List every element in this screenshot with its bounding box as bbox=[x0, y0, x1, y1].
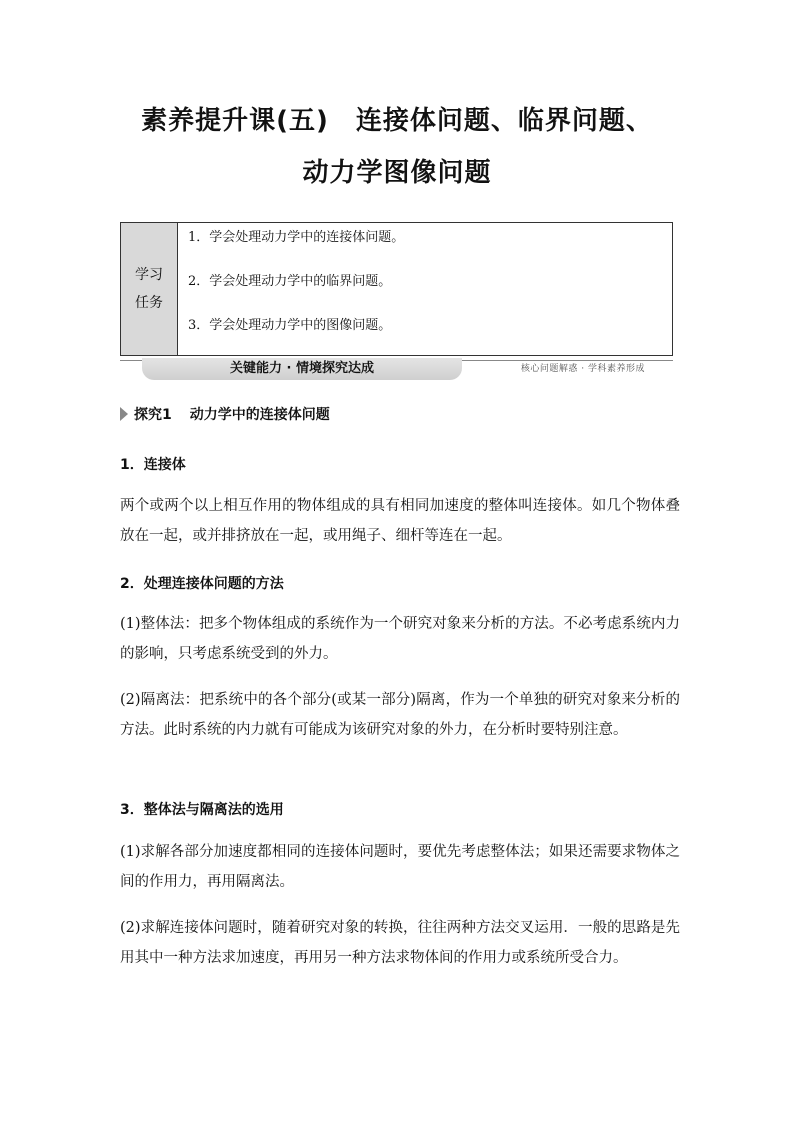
learning-tasks-label-line1: 学习 bbox=[135, 267, 163, 283]
learning-tasks-label-line2: 任务 bbox=[135, 295, 163, 311]
task-item-2: 2．学会处理动力学中的临界问题。 bbox=[188, 274, 392, 289]
learning-tasks-box bbox=[120, 222, 673, 356]
page-title-line1: 素养提升课(五) 连接体问题、临界问题、 bbox=[141, 106, 653, 136]
heading-method-selection: 3．整体法与隔离法的选用 bbox=[120, 802, 284, 818]
learning-tasks-list bbox=[178, 223, 672, 355]
paragraph-connected-body: 两个或两个以上相互作用的物体组成的具有相同加速度的整体叫连接体。如几个物体叠放在一起，或并排挤放在一起，或用绳子、细杆等连在一起。 bbox=[120, 498, 680, 544]
heading-methods: 2．处理连接体问题的方法 bbox=[120, 576, 284, 592]
page-title-line2: 动力学图像问题 bbox=[302, 158, 492, 188]
section-title: 关键能力 · 情境探究达成 bbox=[142, 358, 462, 380]
learning-tasks-label bbox=[121, 223, 178, 355]
section-header bbox=[120, 358, 673, 380]
explore-heading bbox=[120, 404, 330, 424]
explore-tag: 探究1 bbox=[134, 407, 172, 423]
paragraph-selection-2: (2)求解连接体问题时，随着研究对象的转换，往往两种方法交叉运用．一般的思路是先用其中一种方法求加速度，再用另一种方法求物体间的作用力或系统所受合力。 bbox=[120, 920, 680, 966]
paragraph-selection-1: (1)求解各部分加速度都相同的连接体问题时，要优先考虑整体法；如果还需要求物体之间的作用力，再用隔离法。 bbox=[120, 844, 680, 890]
heading-connected-body: 1．连接体 bbox=[120, 457, 186, 473]
explore-title: 动力学中的连接体问题 bbox=[189, 407, 330, 423]
task-item-1: 1．学会处理动力学中的连接体问题。 bbox=[188, 230, 405, 245]
paragraph-whole-method: (1)整体法：把多个物体组成的系统作为一个研究对象来分析的方法。不必考虑系统内力的影响，只考虑系统受到的外力。 bbox=[120, 616, 680, 662]
paragraph-isolation-method: (2)隔离法：把系统中的各个部分(或某一部分)隔离，作为一个单独的研究对象来分析的方法。此时系统的内力就有可能成为该研究对象的外力，在分析时要特别注意。 bbox=[120, 692, 680, 738]
section-subtitle: 核心问题解惑 · 学科素养形成 bbox=[520, 364, 645, 374]
triangle-arrow-icon bbox=[120, 407, 128, 421]
task-item-3: 3．学会处理动力学中的图像问题。 bbox=[188, 318, 392, 333]
